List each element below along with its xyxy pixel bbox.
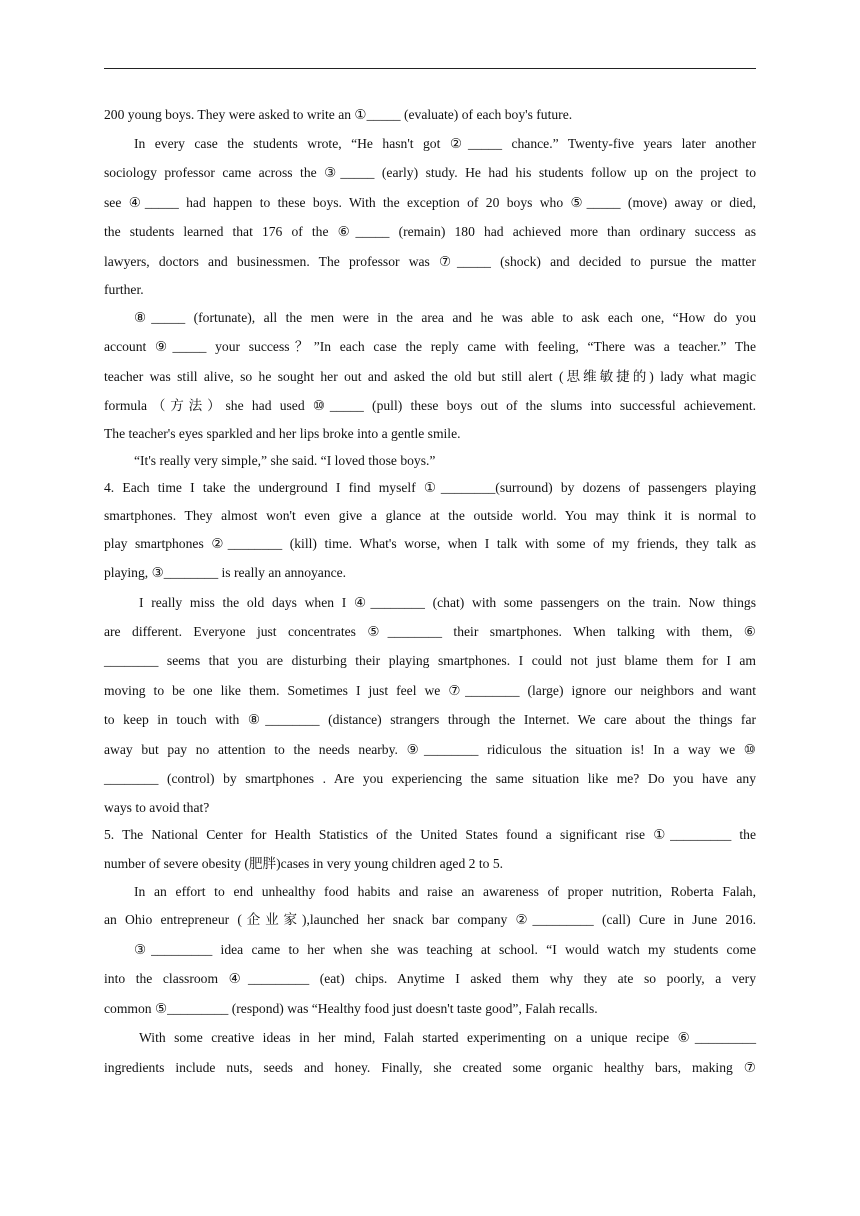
text-line: playing, ③________ is really an annoyance. bbox=[104, 565, 347, 580]
text-line: away but pay no attention to the needs nearby. ⑨________ ridiculous the situation is! In a way we ⑩ bbox=[104, 742, 756, 757]
text-line: ________ seems that you are disturbing their playing smartphones. I could not just blame them for I am bbox=[104, 653, 756, 668]
text-line: I really miss the old days when I ④________ (chat) with some passengers on the train. Now things bbox=[139, 595, 756, 610]
text-line: With some creative ideas in her mind, Falah started experimenting on a unique recipe ⑥_________ bbox=[139, 1030, 756, 1045]
text-line: ________ (control) by smartphones . Are you experiencing the same situation like me? Do you have any bbox=[104, 771, 756, 786]
text-line: In every case the students wrote, “He hasn't got ②_____ chance.” Twenty-five years later another bbox=[134, 136, 756, 151]
text-line: ③_________ idea came to her when she was teaching at school. “I would watch my students come bbox=[134, 942, 756, 957]
header-rule bbox=[104, 68, 756, 69]
text-line: “It's really very simple,” she said. “I loved those boys.” bbox=[134, 453, 436, 468]
text-line: 5. The National Center for Health Statistics of the United States found a significant rise ①_________ the bbox=[104, 827, 756, 842]
text-line: number of severe obesity (肥胖)cases in very young children aged 2 to 5. bbox=[104, 856, 504, 871]
text-line: see ④_____ had happen to these boys. With the exception of 20 boys who ⑤_____ (move) away or died, bbox=[104, 195, 756, 210]
text-line: teacher was still alive, so he sought her out and asked the old but still alert (思维敏捷的) lady what magic bbox=[104, 369, 756, 384]
text-line: sociology professor came across the ③_____ (early) study. He had his students follow up on the project to bbox=[104, 165, 756, 180]
text-line: account ⑨_____ your success？”In each case the reply came with feeling, “There was a teacher.” The bbox=[104, 339, 756, 354]
text-line: to keep in touch with ⑧________ (distance) strangers through the Internet. We care about the things far bbox=[104, 712, 756, 727]
text-line: 4. Each time I take the underground I find myself ①________(surround) by dozens of passengers playing bbox=[104, 480, 756, 495]
text-line: the students learned that 176 of the ⑥_____ (remain) 180 had achieved more than ordinary success as bbox=[104, 224, 756, 239]
text-line: an Ohio entrepreneur (企业家),launched her snack bar company ②_________ (call) Cure in June 2016. bbox=[104, 912, 756, 927]
text-line: into the classroom ④_________ (eat) chips. Anytime I asked them why they ate so poorly, a very bbox=[104, 971, 756, 986]
text-line: The teacher's eyes sparkled and her lips broke into a gentle smile. bbox=[104, 426, 461, 441]
text-line: lawyers, doctors and businessmen. The professor was ⑦_____ (shock) and decided to pursue the matter bbox=[104, 254, 756, 269]
text-line: common ⑤_________ (respond) was “Healthy food just doesn't taste good”, Falah recalls. bbox=[104, 1001, 598, 1016]
text-line: further. bbox=[104, 282, 144, 297]
text-line: formula（方法）she had used ⑩_____ (pull) these boys out of the slums into successful achievement. bbox=[104, 398, 756, 413]
text-line: ⑧_____ (fortunate), all the men were in the area and he was able to ask each one, “How do you bbox=[134, 310, 756, 325]
text-line: ingredients include nuts, seeds and honey. Finally, she created some organic healthy bars, making ⑦ bbox=[104, 1060, 756, 1075]
text-line: 200 young boys. They were asked to write an ①_____ (evaluate) of each boy's future. bbox=[104, 107, 573, 122]
text-line: In an effort to end unhealthy food habits and raise an awareness of proper nutrition, Roberta Falah, bbox=[134, 884, 756, 899]
text-line: are different. Everyone just concentrates ⑤________ their smartphones. When talking with them, ⑥ bbox=[104, 624, 756, 639]
text-line: ways to avoid that? bbox=[104, 800, 210, 815]
text-line: smartphones. They almost won't even give a glance at the outside world. You may think it is normal to bbox=[104, 508, 756, 523]
text-line: moving to be one like them. Sometimes I just feel we ⑦________ (large) ignore our neighbors and want bbox=[104, 683, 756, 698]
text-line: play smartphones ②________ (kill) time. What's worse, when I talk with some of my friends, they talk as bbox=[104, 536, 756, 551]
